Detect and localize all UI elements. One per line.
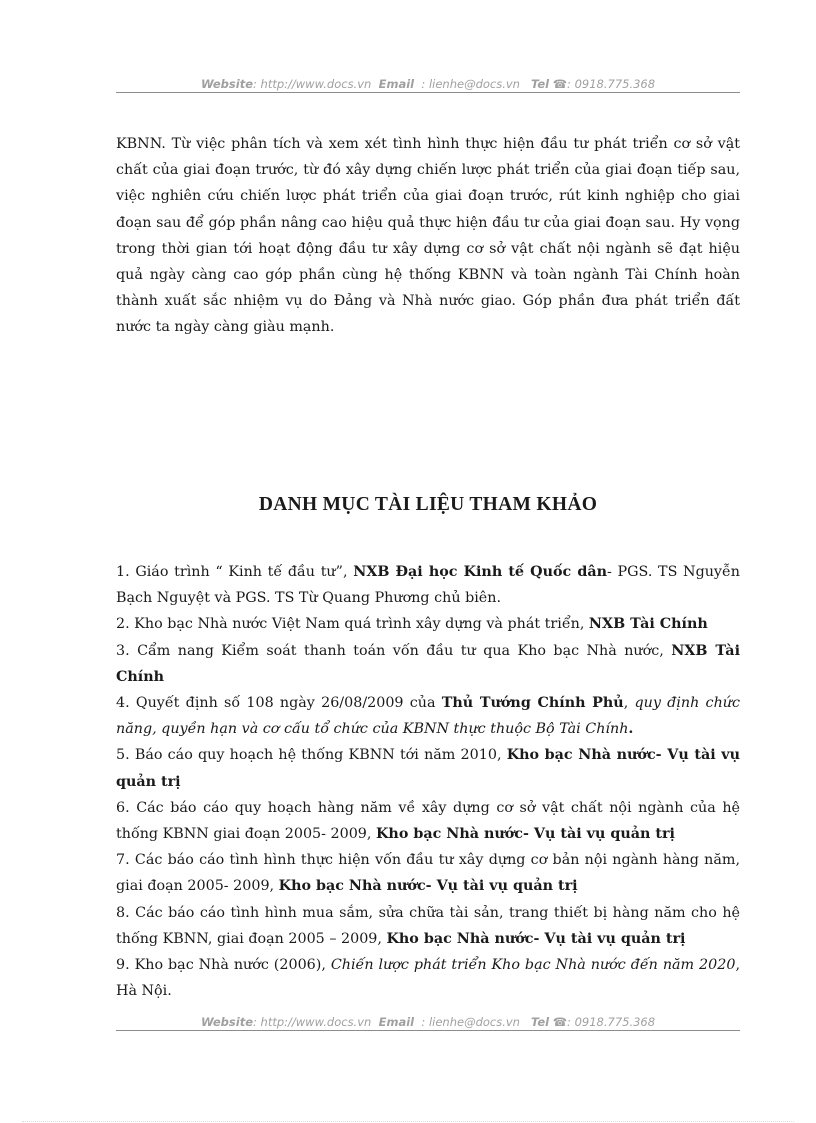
references-title: DANH MỤC TÀI LIỆU THAM KHẢO <box>258 494 598 515</box>
references-list <box>116 559 740 1004</box>
reference-text: - PGS. TS Nguyễn Bạch Nguyệt và PGS. TS Từ Quang Phương chủ biên. <box>116 564 741 607</box>
reference-text: , <box>623 695 635 712</box>
email-value: : lienhe@docs.vn <box>421 77 520 91</box>
reference-publisher: NXB Tài Chính <box>116 642 741 685</box>
reference-text: 2. Kho bạc Nhà nước Việt Nam quá trình xây dựng và phát triển, <box>116 616 589 633</box>
reference-text: 5. Báo cáo quy hoạch hệ thống KBNN tới năm 2010, <box>116 747 507 764</box>
reference-text: 3. Cẩm nang Kiểm soát thanh toán vốn đầu tư qua Kho bạc Nhà nước, <box>116 642 672 659</box>
reference-publisher: NXB Đại học Kinh tế Quốc dân <box>353 564 607 580</box>
page-header <box>116 77 740 91</box>
reference-publisher: Thủ Tướng Chính Phủ <box>441 695 624 712</box>
reference-text: 9. Kho bạc Nhà nước (2006), <box>116 957 331 974</box>
intro-paragraph: KBNN. Từ việc phân tích và xem xét tình hình thực hiện đầu tư phát triển cơ sở vật chất của giai đoạn trước, từ đó xây dựng chiến lược phát triển của giai đoạn tiếp sau, việc nghiên cứu chiến lược phát triển của giai đoạn trước, rút kinh nghiệp cho giai đoạn sau để góp phần nâng cao hiệu quả thực hiện đầu tư của giai đoạn sau. Hy vọng trong thời gian tới hoạt động đầu tư xây dựng cơ sở vật chất nội ngành sẽ đạt hiệu quả ngày càng cao góp phần cùng hệ thống KBNN và toàn ngành Tài Chính hoàn thành xuất sắc nhiệm vụ do Đảng và Nhà nước giao. Góp phần đưa phát triển đất nước ta ngày càng giàu mạnh. <box>116 136 740 336</box>
header-divider <box>116 92 740 93</box>
website-label: Website <box>200 77 254 91</box>
tel-value: : 0918.775.368 <box>567 1015 656 1029</box>
phone-icon: ☎ <box>552 1015 568 1029</box>
reference-text: 6. Các báo cáo quy hoạch hàng năm về xây dựng cơ sở vật chất nội ngành của hệ thống KBNN giai đoạn 2005- 2009, <box>116 799 740 843</box>
website-value: : http://www.docs.vn <box>253 1015 372 1029</box>
reference-publisher: NXB Tài Chính <box>588 616 708 633</box>
reference-item <box>116 638 740 690</box>
footer-divider <box>116 1030 740 1031</box>
phone-icon: ☎ <box>552 77 568 91</box>
reference-text: , Hà Nội. <box>116 957 740 1000</box>
reference-publisher: Kho bạc Nhà nước- Vụ tài vụ quản trị <box>116 747 740 790</box>
tel-label: Tel <box>530 77 550 91</box>
page-edge-dotted-line <box>22 1121 794 1122</box>
reference-item <box>116 742 740 794</box>
reference-text: 7. Các báo cáo tình hình thực hiện vốn đầu tư xây dựng cơ bản nội ngành hàng năm, giai đoạn 2005- 2009, <box>116 852 740 895</box>
reference-item <box>116 847 740 899</box>
reference-text: 1. Giáo trình “ Kinh tế đầu tư”, <box>116 564 354 580</box>
reference-publisher: Kho bạc Nhà nước- Vụ tài vụ quản trị <box>386 930 686 947</box>
reference-publisher: Kho bạc Nhà nước- Vụ tài vụ quản trị <box>376 826 675 843</box>
reference-title-italic: quy định chức năng, quyền hạn và cơ cấu tổ chức của KBNN thực thuộc Bộ Tài Chính <box>116 695 740 738</box>
tel-label: Tel <box>530 1015 550 1029</box>
reference-title-italic: Chiến lược phát triển Kho bạc Nhà nước đến năm 2020 <box>330 957 736 974</box>
website-value: : http://www.docs.vn <box>253 77 372 91</box>
reference-item <box>116 690 740 742</box>
reference-item <box>116 900 740 952</box>
reference-publisher: Kho bạc Nhà nước- Vụ tài vụ quản trị <box>278 878 578 895</box>
email-label: Email <box>378 77 415 91</box>
reference-text: . <box>628 721 634 738</box>
email-value: : lienhe@docs.vn <box>421 1015 520 1029</box>
reference-item <box>116 795 740 847</box>
tel-value: : 0918.775.368 <box>567 77 656 91</box>
email-label: Email <box>378 1015 415 1029</box>
page-footer <box>116 1015 740 1029</box>
reference-text: 8. Các báo cáo tình hình mua sắm, sửa chữa tài sản, trang thiết bị hàng năm cho hệ thống KBNN, giai đoạn 2005 – 2009, <box>116 904 740 947</box>
reference-item <box>116 611 740 637</box>
reference-item <box>116 952 740 1004</box>
reference-text: 4. Quyết định số 108 ngày 26/08/2009 của <box>116 695 442 712</box>
reference-item <box>116 559 740 611</box>
website-label: Website <box>200 1015 254 1029</box>
